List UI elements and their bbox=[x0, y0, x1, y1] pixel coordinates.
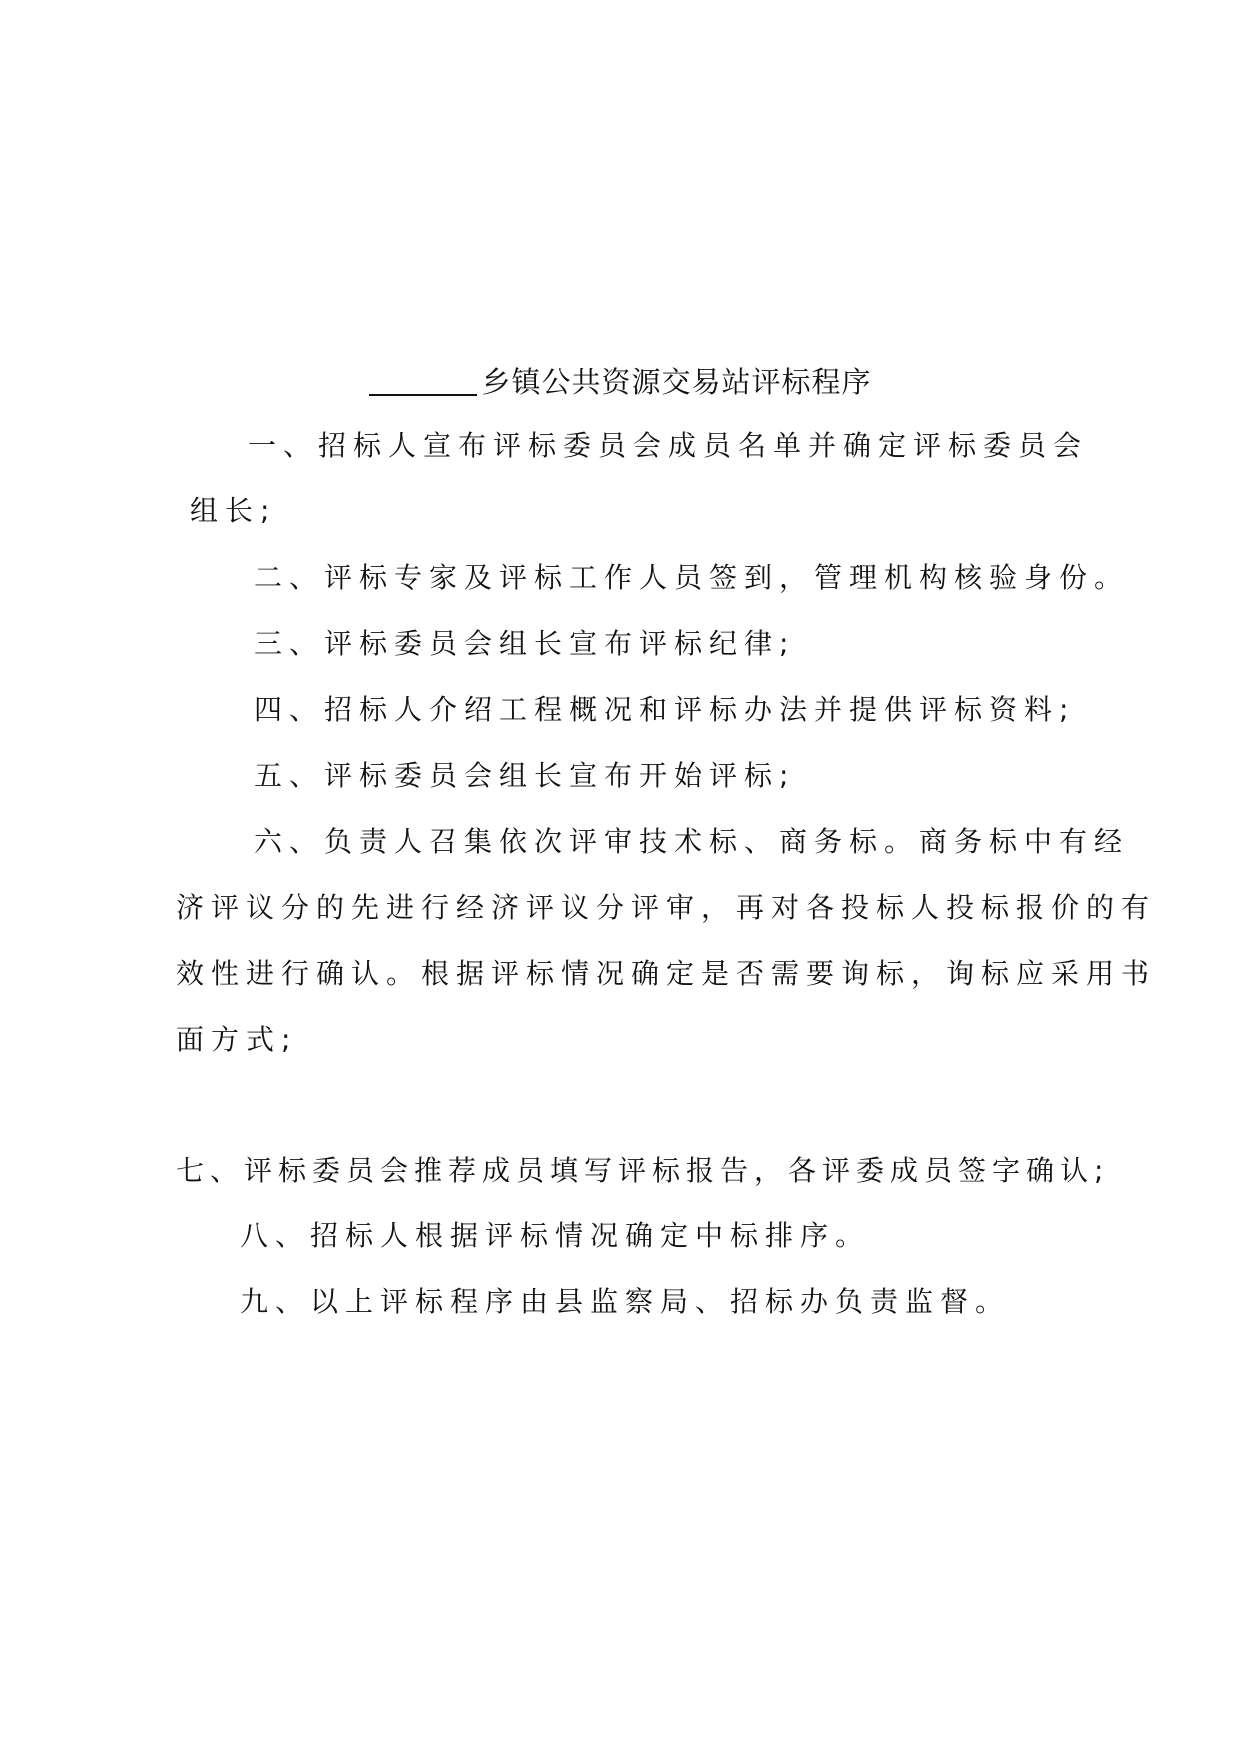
title-blank-line bbox=[369, 366, 477, 396]
item-nine: 九、以上评标程序由县监察局、招标办负责监督。 bbox=[240, 1285, 1011, 1318]
item-eight: 八、招标人根据评标情况确定中标排序。 bbox=[240, 1219, 871, 1252]
item-one-line-2: 组长; bbox=[190, 494, 277, 527]
item-six-line-2: 济评议分的先进行经济评议分评审，再对各投标人投标报价的有 bbox=[176, 891, 1157, 924]
document-title bbox=[0, 362, 1241, 402]
item-four: 四、招标人介绍工程概况和评标办法并提供评标资料; bbox=[254, 693, 1076, 726]
item-three: 三、评标委员会组长宣布评标纪律; bbox=[254, 627, 796, 660]
title-text: 乡镇公共资源交易站评标程序 bbox=[481, 365, 872, 399]
item-seven: 七、评标委员会推荐成员填写评标报告，各评委成员签字确认; bbox=[176, 1154, 1110, 1187]
item-one-line-1: 一、招标人宣布评标委员会成员名单并确定评标委员会 bbox=[248, 429, 1089, 462]
item-six-line-1: 六、负责人召集依次评审技术标、商务标。商务标中有经 bbox=[254, 825, 1130, 858]
item-five: 五、评标委员会组长宣布开始评标; bbox=[254, 759, 796, 792]
item-six-line-3: 效性进行确认。根据评标情况确定是否需要询标，询标应采用书 bbox=[176, 957, 1157, 990]
item-six-line-4: 面方式; bbox=[176, 1023, 298, 1056]
item-two: 二、评标专家及评标工作人员签到，管理机构核验身份。 bbox=[254, 561, 1130, 594]
